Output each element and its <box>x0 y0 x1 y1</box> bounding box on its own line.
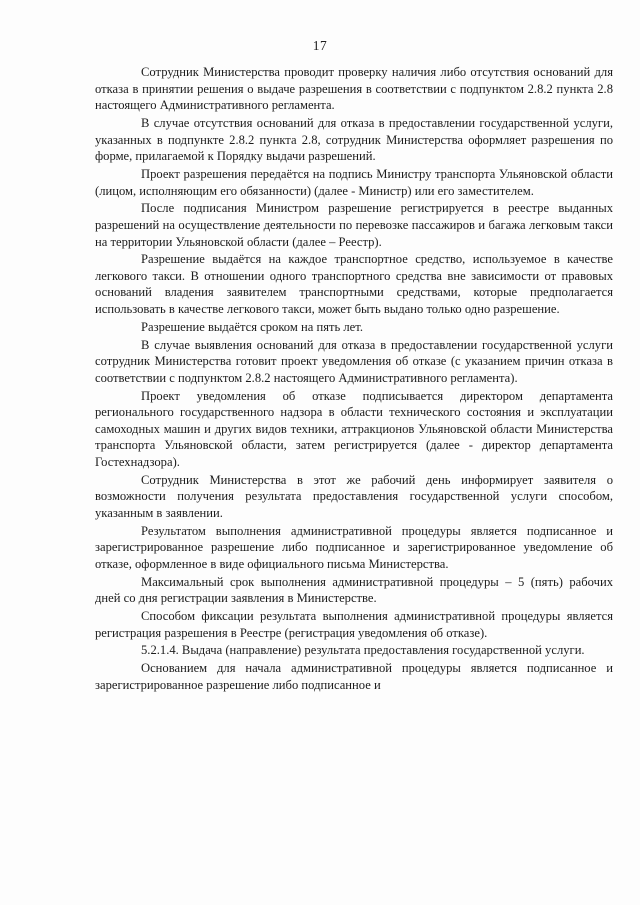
paragraph: Сотрудник Министерства проводит проверку наличия либо отсутствия оснований для отказа в принятии решения о выдаче разрешения в соответствии с подпунктом 2.8.2 пункта 2.8 настоящего Административного регламента. <box>95 65 613 113</box>
paragraph: Разрешение выдаётся на каждое транспортное средство, используемое в качестве легкового такси. В отношении одного транспортного средства вне зависимости от правовых оснований владения заявителем транспортными средствами, которые предполагается использовать в качестве легкового такси, может быть выдано только одно разрешение. <box>95 252 613 317</box>
paragraph: Проект разрешения передаётся на подпись Министру транспорта Ульяновской области (лицом, исполняющим его обязанности) (далее - Министр) или его заместителем. <box>95 166 613 198</box>
paragraph: В случае отсутствия оснований для отказа в предоставлении государственной услуги, указанных в подпункте 2.8.2 пункта 2.8, сотрудник Министерства оформляет разрешения по форме, прилагаемой к Порядку выдачи разрешений. <box>95 115 613 164</box>
paragraph: После подписания Министром разрешение регистрируется в реестре выданных разрешений на осуществление деятельности по перевозке пассажиров и багажа легковым такси на территории Ульяновской области (далее – Реестр). <box>95 201 613 249</box>
paragraph: Сотрудник Министерства в этот же рабочий день информирует заявителя о возможности получения результата предоставления государственной услуги способом, указанным в заявлении. <box>95 472 613 520</box>
paragraph: Разрешение выдаётся сроком на пять лет. <box>141 319 363 334</box>
page-number: 17 <box>312 38 328 53</box>
paragraph: Результатом выполнения административной процедуры является подписанное и зарегистрированное разрешение либо подписанное и зарегистрированное уведомление об отказе, оформленное в виде официального письма Министерства. <box>95 523 613 571</box>
body-text <box>95 64 613 695</box>
paragraph: В случае выявления оснований для отказа в предоставлении государственной услуги сотрудник Министерства готовит проект уведомления об отказе (с указанием причин отказа в соответствии с подпунктом 2.8.2 настоящего Административного регламента). <box>95 337 613 385</box>
section-heading: 5.2.1.4. Выдача (направление) результата предоставления государственной услуги. <box>141 643 585 658</box>
paragraph: Основанием для начала административной процедуры является подписанное и зарегистрированное разрешение либо подписанное и <box>95 661 613 692</box>
paragraph: Проект уведомления об отказе подписывается директором департамента регионального государственного надзора в области технического состояния и эксплуатации самоходных машин и других видов техники, аттракционов Ульяновской области Министерства транспорта Ульяновской области, затем регистрируется (далее - директор департамента Гостехнадзора). <box>95 388 613 469</box>
paragraph: Способом фиксации результата выполнения административной процедуры является регистрация разрешения в Реестре (регистрация уведомления об отказе). <box>95 609 613 640</box>
paragraph: Максимальный срок выполнения административной процедуры – 5 (пять) рабочих дней со дня регистрации заявления в Министерстве. <box>95 574 613 606</box>
